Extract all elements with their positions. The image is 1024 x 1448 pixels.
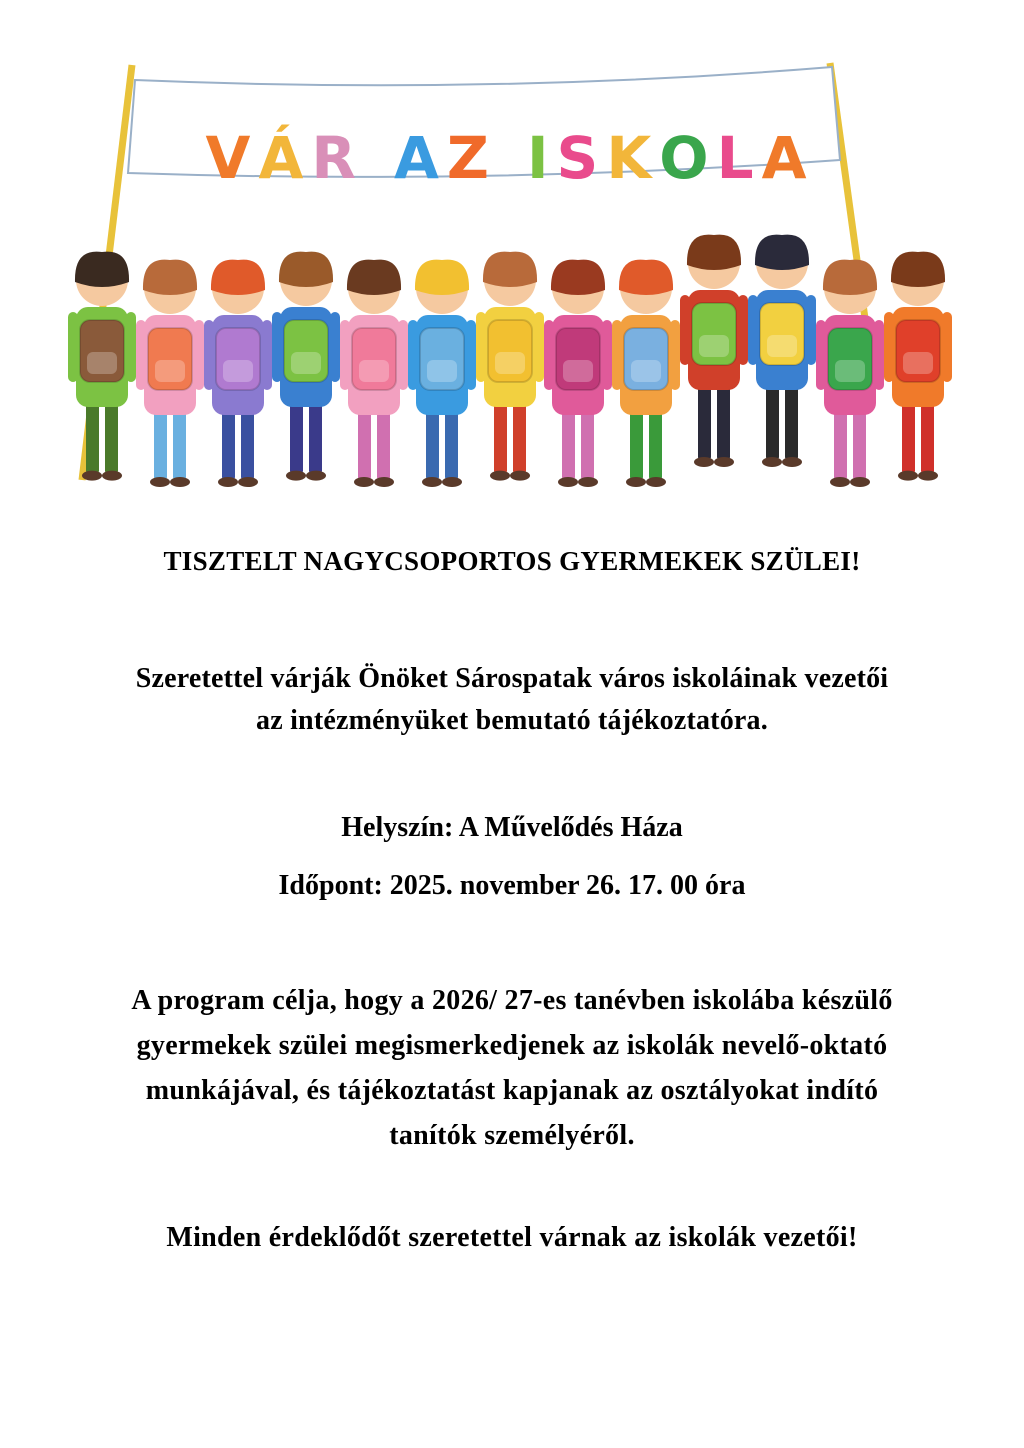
child-shoe [918, 471, 938, 481]
child-leg [377, 410, 390, 480]
child-shoe [626, 477, 646, 487]
child-leg [649, 410, 662, 480]
child-shoe [286, 471, 306, 481]
child-arm [544, 320, 554, 390]
child-hair [619, 260, 673, 295]
child-leg [902, 402, 915, 474]
child-leg [698, 385, 711, 460]
child-arm [126, 312, 136, 382]
child-hair [75, 252, 129, 287]
child-arm [398, 320, 408, 390]
child-arm [680, 295, 690, 365]
child-arm [68, 312, 78, 382]
page-heading: TISZTELT NAGYCSOPORTOS GYERMEKEK SZÜLEI! [163, 546, 861, 576]
child-leg [445, 410, 458, 480]
child-arm [612, 320, 622, 390]
child-leg [241, 410, 254, 480]
child-leg [513, 402, 526, 474]
child-leg [154, 410, 167, 480]
child-hair [211, 260, 265, 295]
child-shoe [558, 477, 578, 487]
child-arm [602, 320, 612, 390]
backpack-pocket [495, 352, 525, 374]
time-line: Időpont: 2025. november 26. 17. 00 óra [278, 870, 746, 901]
child-figure [476, 252, 544, 481]
child-leg [173, 410, 186, 480]
child-hair [823, 260, 877, 295]
intro-line-1: Szeretettel várják Önöket Sárospatak város iskoláinak vezetői [135, 663, 889, 694]
child-shoe [238, 477, 258, 487]
child-figure [748, 235, 816, 467]
banner-letter: K [606, 124, 660, 192]
backpack-pocket [563, 360, 593, 382]
child-shoe [578, 477, 598, 487]
child-arm [806, 295, 816, 365]
child-shoe [150, 477, 170, 487]
child-arm [330, 312, 340, 382]
banner-letter: O [659, 124, 717, 192]
child-leg [309, 402, 322, 474]
child-figure [204, 260, 272, 487]
child-leg [630, 410, 643, 480]
child-leg [494, 402, 507, 474]
child-figure [136, 260, 204, 487]
child-hair [551, 260, 605, 295]
child-arm [194, 320, 204, 390]
banner-letter: A [394, 124, 447, 192]
child-figure [68, 252, 136, 481]
child-arm [670, 320, 680, 390]
child-shoe [510, 471, 530, 481]
purpose-line-4: tanítók személyéről. [389, 1120, 635, 1151]
child-shoe [850, 477, 870, 487]
child-shoe [82, 471, 102, 481]
child-arm [874, 320, 884, 390]
child-leg [717, 385, 730, 460]
purpose-line-3: munkájával, és tájékoztatást kapjanak az osztályokat indító [145, 1075, 879, 1106]
banner-letter: Z [446, 124, 497, 192]
child-arm [204, 320, 214, 390]
child-leg [766, 385, 779, 460]
child-arm [534, 312, 544, 382]
backpack-pocket [903, 352, 933, 374]
child-hair [755, 235, 809, 270]
child-shoe [306, 471, 326, 481]
child-figure [340, 260, 408, 487]
banner-letter: A [761, 124, 815, 192]
backpack-pocket [699, 335, 729, 357]
child-shoe [354, 477, 374, 487]
child-shoe [714, 457, 734, 467]
child-shoe [782, 457, 802, 467]
backpack-pocket [835, 360, 865, 382]
school-banner-illustration [40, 55, 984, 505]
child-shoe [442, 477, 462, 487]
child-arm [466, 320, 476, 390]
child-hair [279, 252, 333, 287]
child-leg [222, 410, 235, 480]
child-arm [340, 320, 350, 390]
child-hair [483, 252, 537, 287]
child-figure [272, 252, 340, 481]
banner-letter: L [716, 124, 762, 192]
child-leg [86, 402, 99, 474]
child-leg [834, 410, 847, 480]
child-hair [687, 235, 741, 270]
banner-title [160, 103, 860, 213]
child-hair [891, 252, 945, 287]
child-figure [884, 252, 952, 481]
child-leg [921, 402, 934, 474]
child-arm [408, 320, 418, 390]
child-hair [415, 260, 469, 295]
intro-paragraph [0, 658, 1024, 742]
child-shoe [170, 477, 190, 487]
banner-letter: R [311, 124, 364, 192]
backpack-pocket [155, 360, 185, 382]
backpack-pocket [87, 352, 117, 374]
child-arm [748, 295, 758, 365]
child-shoe [218, 477, 238, 487]
child-leg [105, 402, 118, 474]
backpack-pocket [631, 360, 661, 382]
child-shoe [646, 477, 666, 487]
purpose-line-2: gyermekek szülei megismerkedjenek az iskolák nevelő-oktató [136, 1030, 888, 1061]
child-leg [785, 385, 798, 460]
child-figure [680, 235, 748, 467]
purpose-paragraph [0, 978, 1024, 1158]
child-leg [581, 410, 594, 480]
banner-letter: I [526, 124, 557, 192]
child-arm [816, 320, 826, 390]
child-arm [942, 312, 952, 382]
child-leg [290, 402, 303, 474]
child-shoe [898, 471, 918, 481]
backpack-pocket [291, 352, 321, 374]
banner-letter: S [556, 124, 607, 192]
child-arm [884, 312, 894, 382]
child-figure [612, 260, 680, 487]
location-line: Helyszín: A Művelődés Háza [341, 812, 683, 843]
child-shoe [830, 477, 850, 487]
child-shoe [102, 471, 122, 481]
children-group [68, 235, 952, 487]
child-hair [347, 260, 401, 295]
child-leg [853, 410, 866, 480]
child-arm [262, 320, 272, 390]
child-figure [544, 260, 612, 487]
child-shoe [490, 471, 510, 481]
child-shoe [694, 457, 714, 467]
banner-letter: Á [258, 124, 312, 192]
purpose-line-1: A program célja, hogy a 2026/ 27-es tanévben iskolába készülő [131, 985, 893, 1016]
child-shoe [762, 457, 782, 467]
child-figure [816, 260, 884, 487]
backpack-pocket [427, 360, 457, 382]
child-arm [476, 312, 486, 382]
child-shoe [374, 477, 394, 487]
intro-line-2: az intézményüket bemutató tájékoztatóra. [256, 705, 768, 736]
child-hair [143, 260, 197, 295]
banner-letter: V [205, 124, 259, 192]
child-leg [426, 410, 439, 480]
child-leg [562, 410, 575, 480]
closing-line: Minden érdeklődőt szeretettel várnak az iskolák vezetői! [166, 1222, 858, 1253]
backpack-pocket [359, 360, 389, 382]
child-shoe [422, 477, 442, 487]
backpack-pocket [767, 335, 797, 357]
child-arm [738, 295, 748, 365]
child-figure [408, 260, 476, 487]
child-arm [272, 312, 282, 382]
child-leg [358, 410, 371, 480]
backpack-pocket [223, 360, 253, 382]
child-arm [136, 320, 146, 390]
